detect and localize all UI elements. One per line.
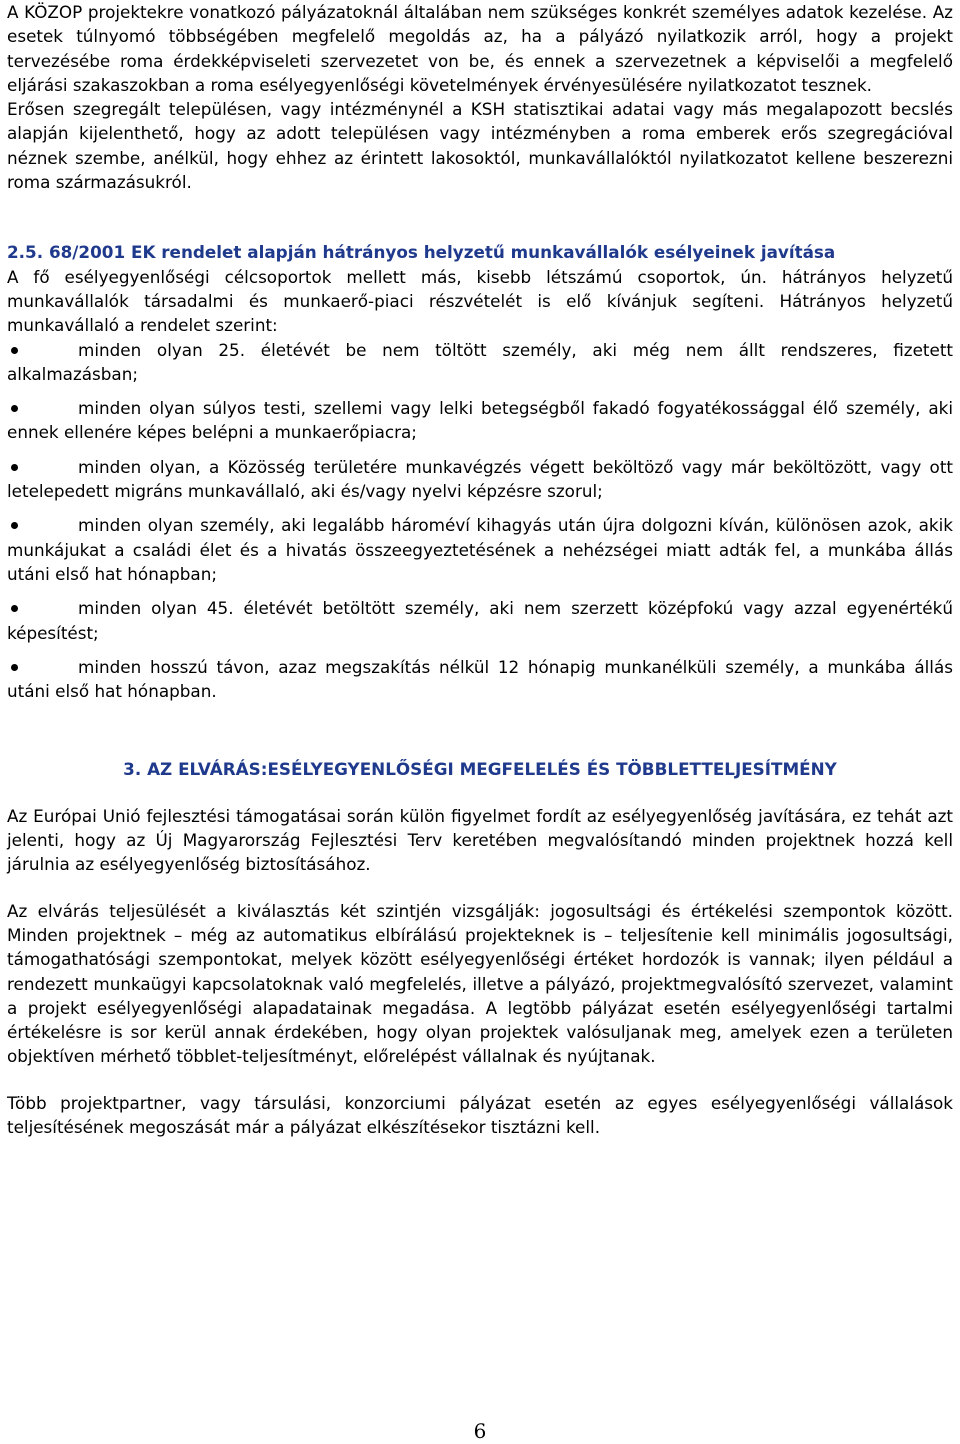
section-2-5-intro: A fő esélyegyenlőségi célcsoportok mellett más, kisebb létszámú csoportok, ún. hátrányos helyzetű munkavállalók társadalmi és munkaerő-piaci részvételét is elő kívánjuk segíteni. Hátrányos helyzetű munkavállaló a rendelet szerint: — [7, 266, 953, 336]
list-item — [7, 596, 953, 645]
list-item-text: minden olyan súlyos testi, szellemi vagy lelki betegségből fakadó fogyatékossággal élő személy, aki ennek ellenére képes belépni a munkaerőpiacra; — [7, 398, 953, 443]
page-number: 6 — [473, 1419, 487, 1443]
section-3-paragraph-3: Több projektpartner, vagy társulási, konzorciumi pályázat esetén az egyes esélyegyenlőségi vállalások teljesítésének megoszását már a pályázat elkészítésekor tisztázni kell. — [7, 1092, 953, 1137]
section-3-paragraph-1: Az Európai Unió fejlesztési támogatásai során külön figyelmet fordít az esélyegyenlőség javítására, ez tehát azt jelenti, hogy az Új Magyarország Fejlesztési Terv keretében megvalósítandó minden projektnek hozzá kell járulnia az esélyegyenlőség biztosításához. — [7, 805, 953, 875]
section-2-5-heading: 2.5. 68/2001 EK rendelet alapján hátrányos helyzetű munkavállalók esélyeinek javítása — [7, 242, 836, 263]
intro-paragraph-2: Erősen szegregált településen, vagy intézménynél a KSH statisztikai adatai vagy más megalapozott becslés alapján kijelenthető, hogy az adott településen vagy intézményben a roma emberek erős szegregációval néznek szembe, anélkül, hogy ehhez az érintett lakosoktól, munkavállalóktól nyilatkozatot kellene beszerezni roma származásukról. — [7, 99, 953, 193]
document-page — [7, 0, 953, 1139]
list-item-text: minden olyan 25. életévét be nem töltött személy, aki még nem állt rendszeres, fizetett alkalmazásban; — [7, 339, 953, 384]
list-item-text: minden olyan személy, aki legalább hároméví kihagyás után újra dolgozni kíván, különösen azok, akik munkájukat a családi élet és a hivatás összeegyeztetésének a nehézségei miatt adták fel, a munkába állás utáni első hat hónapban; — [7, 515, 953, 584]
section-3-paragraph-2: Az elvárás teljesülését a kiválasztás két szintjén vizsgálják: jogosultsági és értékelési szempontok között. Minden projektnek – még az automatikus elbírálású projekteknek is – teljesítenie kell minimális jogosultsági, támogathatósági szempontokat, melyek között esélyegyenlőségi értéket hordozók is vannak; ilyen például a rendezett munkaügyi kapcsolatoknak való megfelelés, illetve a pályázó, projektmegvalósító szervezet, valamint a projekt esélyegyenlőségi alapadatainak megadása. A legtöbb pályázat esetén esélyegyenlőségi tartalmi értékelésre is sor kerül annak érdekében, hogy olyan projektek valósuljanak meg, amelyek ezen a területen objektíven mérhető többlet-teljesítményt, előrelépést vállalnak és nyújtanak. — [7, 900, 953, 1067]
bullet-icon — [11, 664, 18, 671]
list-item — [7, 396, 953, 445]
bullet-icon — [11, 405, 18, 412]
list-item — [7, 455, 953, 504]
bullet-icon — [11, 347, 18, 354]
list-item — [7, 655, 953, 704]
list-item-text: minden hosszú távon, azaz megszakítás nélkül 12 hónapig munkanélküli személy, a munkába állás utáni első hat hónapban. — [7, 656, 953, 702]
disadvantaged-groups-list — [7, 338, 953, 704]
bullet-icon — [11, 464, 18, 471]
list-item — [7, 338, 953, 387]
intro-paragraph-1: A KÖZOP projektekre vonatkozó pályázatoknál általában nem szükséges konkrét személyes adatok kezelése. Az esetek túlnyomó többségében megfelelő megoldás az, ha a pályázó nyilatkozik arról, hogy a projekt tervezésébe roma érdekképviseleti szervezetet von be, és ennek a szervezetnek a képviselői a megfelelő eljárási szakaszokban a roma esélyegyenlőségi követelmények érvényesülésére nyilatkozatot tesznek. — [7, 2, 953, 95]
list-item-text: minden olyan 45. életévét betöltött személy, aki nem szerzett középfokú vagy azzal egyenértékű képesítést; — [7, 598, 953, 643]
list-item — [7, 513, 953, 586]
bullet-icon — [11, 522, 18, 529]
list-item-text: minden olyan, a Közösség területére munkavégzés végett beköltöző vagy már beköltözött, vagy ott letelepedett migráns munkavállaló, aki és/vagy nyelvi képzésre szorul; — [7, 456, 953, 502]
section-3-heading: 3. AZ ELVÁRÁS:ESÉLYEGYENLŐSÉGI MEGFELELÉS ÉS TÖBBLETTELJESÍTMÉNY — [123, 759, 837, 780]
bullet-icon — [11, 605, 18, 612]
